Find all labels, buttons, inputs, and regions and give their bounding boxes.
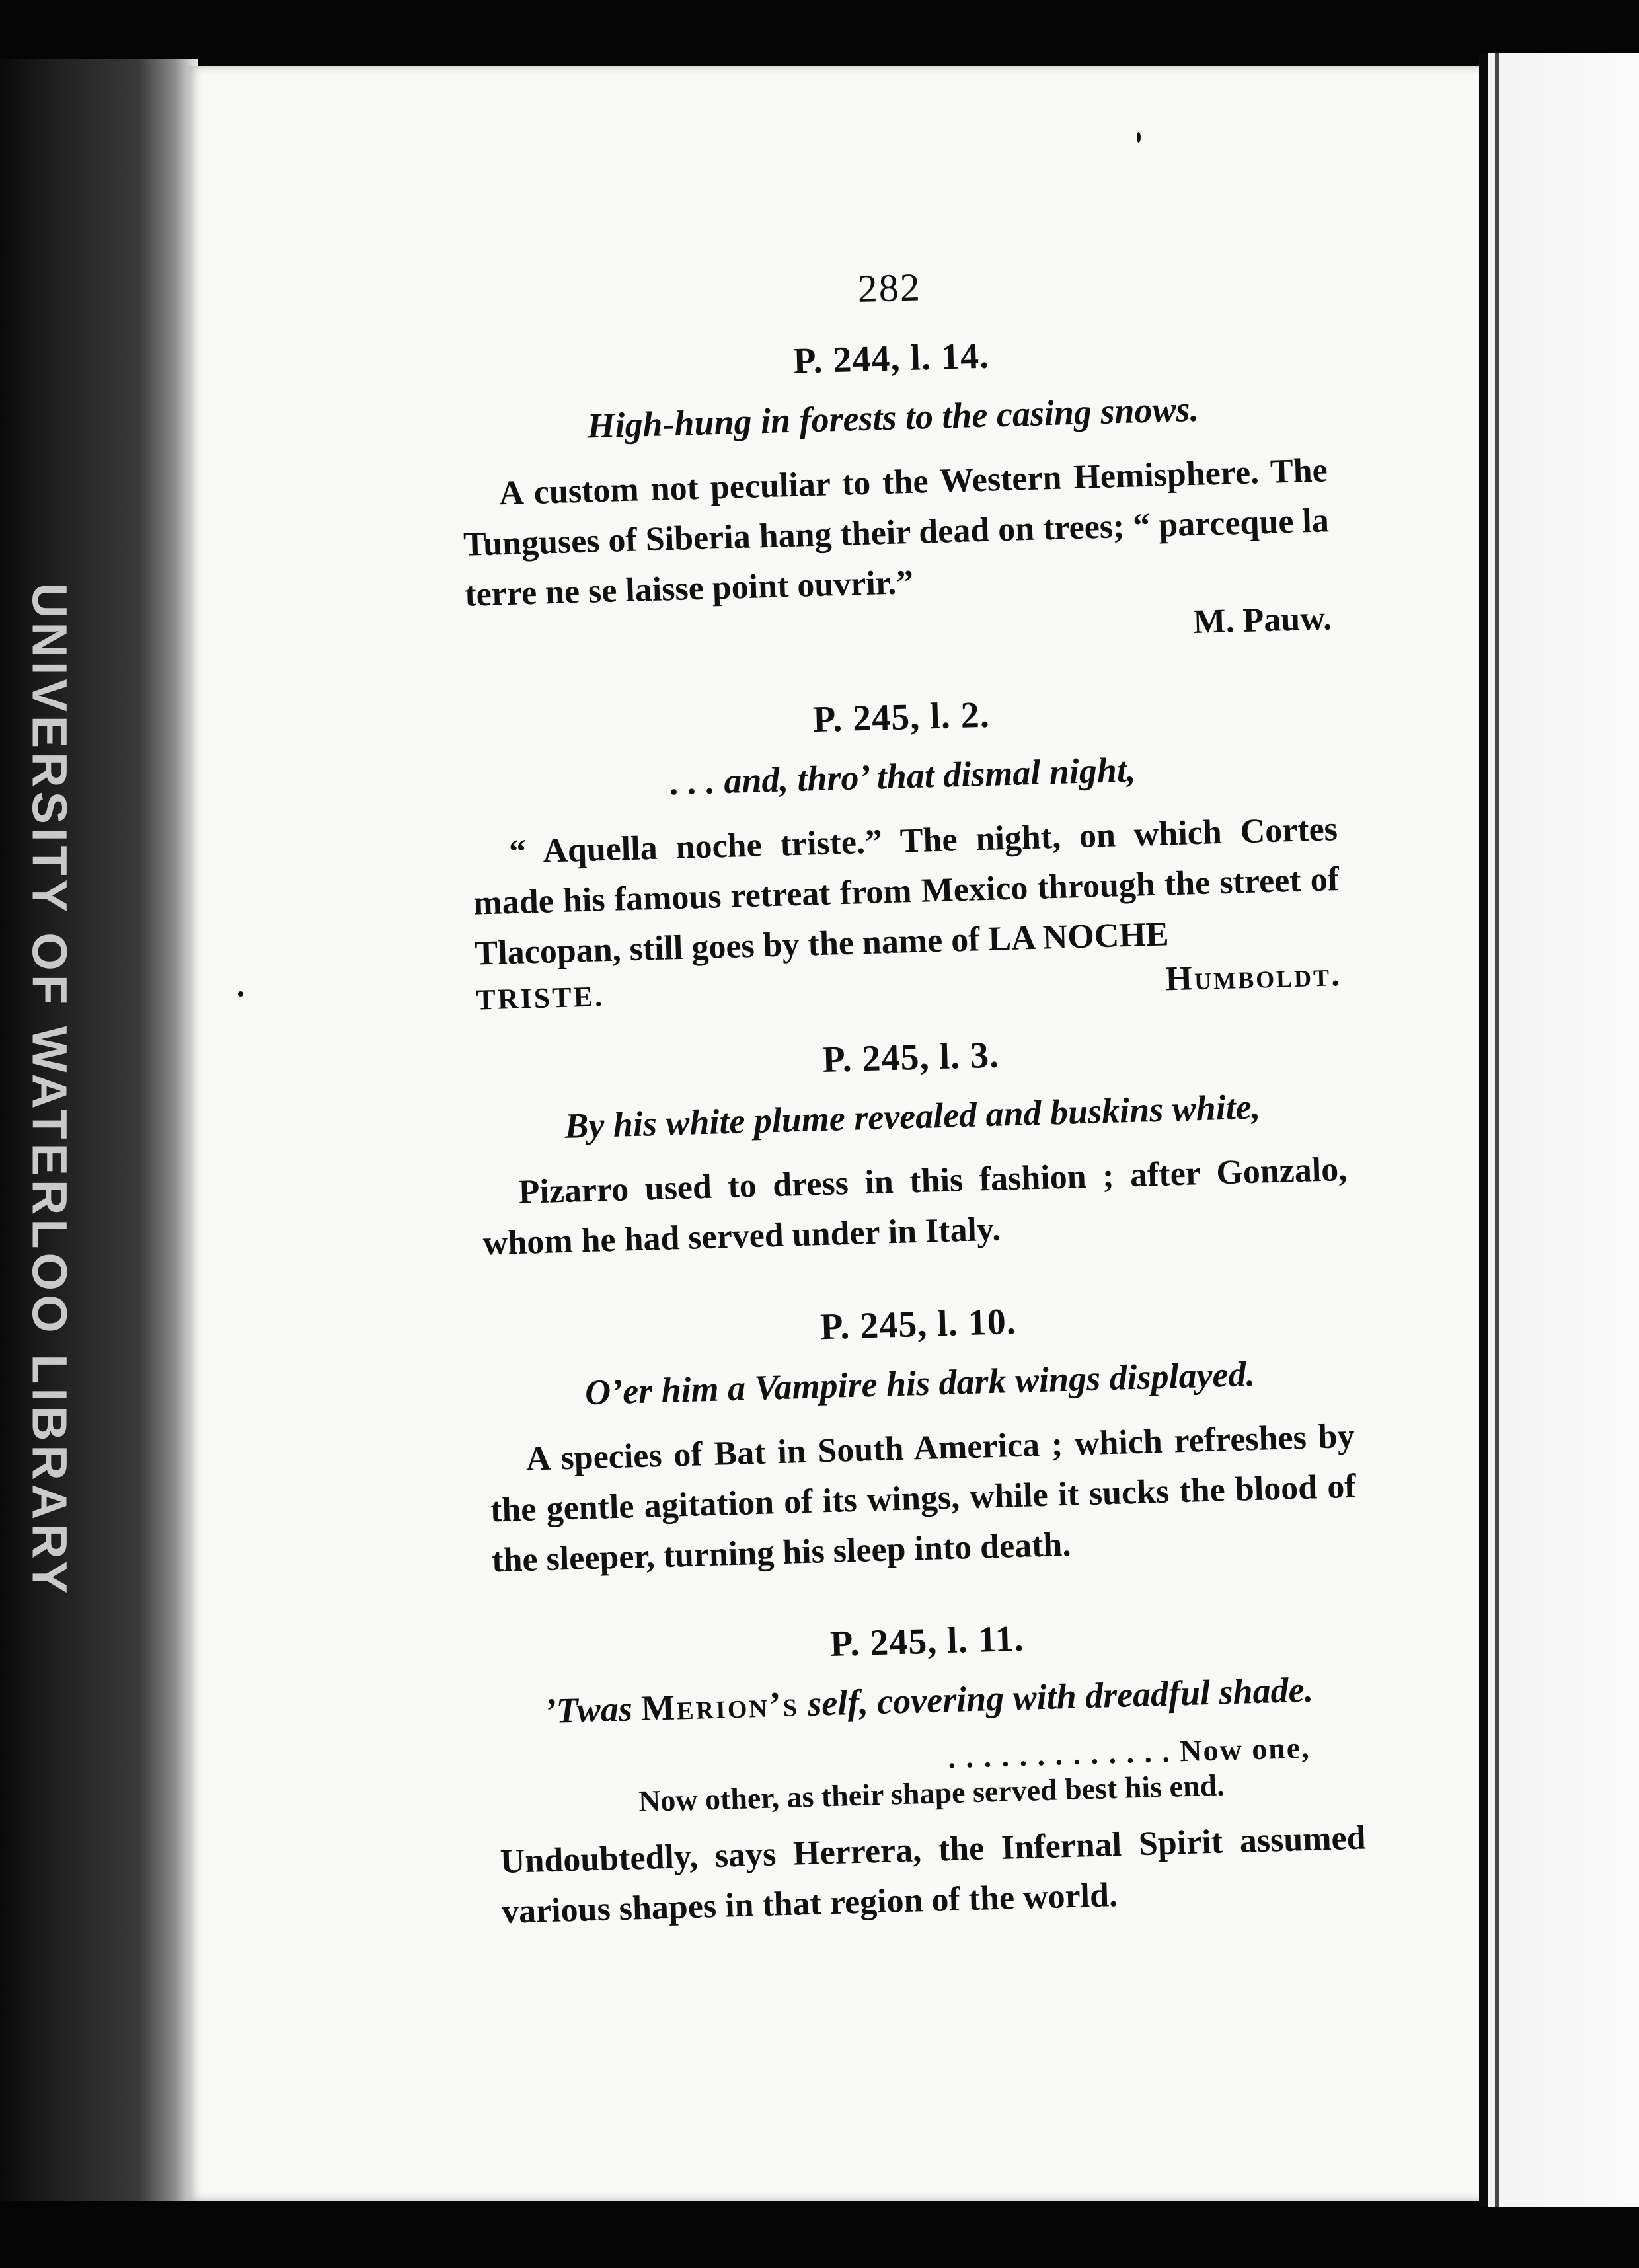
spine-label <box>13 568 86 1612</box>
verse-line-2: Now other, as their shape served best his end. <box>638 1768 1225 1819</box>
note-5 <box>494 1608 1367 1938</box>
note-signature: Humboldt. <box>1164 956 1342 999</box>
note-text: Pizarro used to dress in this fashion ; after Gonzalo, whom he had served under in Italy. <box>482 1150 1348 1263</box>
note-reference: P. 245, l. 11. <box>829 1618 1025 1665</box>
note-quote: High-hung in forests to the casing snows. <box>586 389 1200 446</box>
note-3 <box>478 1024 1350 1269</box>
facing-page-edge <box>1488 53 1639 2207</box>
page-gutter <box>1479 53 1488 2207</box>
note-2 <box>468 684 1342 1018</box>
note-quote: O’er him a Vampire his dark wings displayed. <box>584 1353 1256 1413</box>
note-4 <box>485 1291 1358 1586</box>
note-quote: By his white plume revealed and buskins white, <box>564 1086 1261 1146</box>
spine-label-text: UNIVERSITY OF WATERLOO LIBRARY <box>22 583 77 1598</box>
dust-speck <box>238 991 243 997</box>
note-reference: P. 245, l. 2. <box>812 694 991 741</box>
note-reference: P. 245, l. 3. <box>821 1034 1000 1080</box>
page-content <box>456 253 1369 1984</box>
note-reference: P. 245, l. 10. <box>820 1301 1017 1348</box>
note-text: A species of Bat in South America ; which refreshes by the gentle agitation of its wings, while it sucks the blood of the sleeper, turning his sleep into death. <box>490 1417 1357 1580</box>
note-quote-start: ’Twas <box>543 1688 633 1731</box>
note-quote <box>496 1668 1362 1733</box>
facing-page-border <box>1495 53 1499 2207</box>
note-text: A custom not peculiar to the Western Hemisphere. The Tunguses of Siberia hang their dead on trees; “ parceque la terre ne se laisse point ouvrir.” <box>463 451 1330 614</box>
verse-line-1: . . . . . . . . . . . . . Now one, <box>947 1730 1311 1775</box>
note-reference: P. 244, l. 14. <box>792 335 990 382</box>
dust-speck <box>1137 132 1141 143</box>
note-quote-end: self, covering with dreadful shade. <box>807 1669 1314 1723</box>
note-text: Undoubtedly, says Herrera, the Infernal Spirit assumed various shapes in that region of the world. <box>500 1819 1367 1932</box>
note-text: “ Aquella noche triste.” The night, on which Cortes made his famous retreat from Mexico through the street of Tlacopan, still goes by the name of LA NOCHE <box>473 810 1340 973</box>
note-text-tail: TRISTE. <box>475 980 605 1016</box>
note-quote-name: Merion’s <box>640 1684 800 1729</box>
note-1 <box>458 325 1332 662</box>
note-signature: M. Pauw. <box>1192 599 1332 642</box>
note-quote: . . . and, thro’ that dismal night, <box>669 749 1137 803</box>
page-number: 282 <box>857 265 922 311</box>
